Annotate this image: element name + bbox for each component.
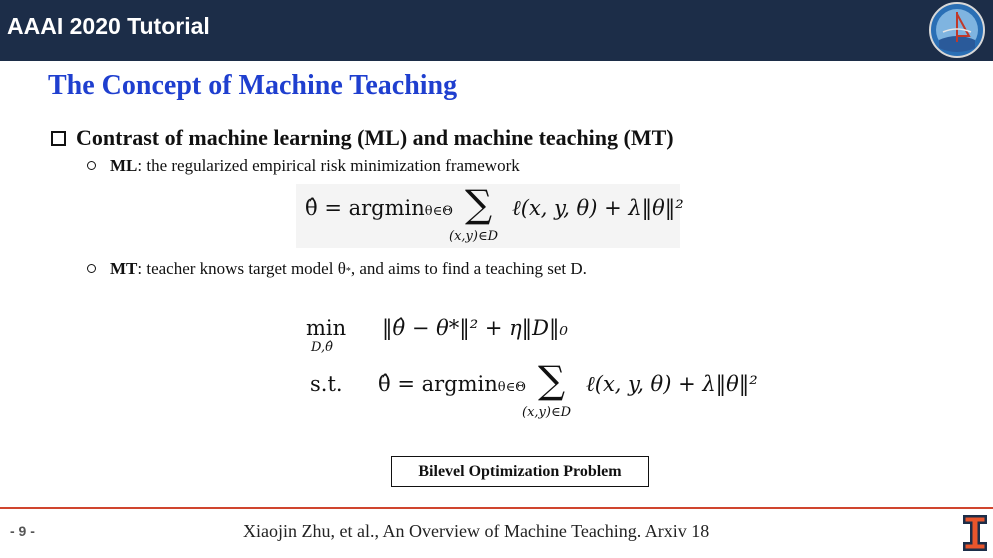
eq2-st: s.t. (310, 372, 343, 396)
eq2-objective: ‖θ̂ − θ*‖² + η‖D‖₀ (382, 316, 568, 340)
header-bar (0, 0, 993, 61)
eq1-sum-symbol: ∑ (465, 182, 493, 226)
bilevel-label-box: Bilevel Optimization Problem (391, 456, 649, 487)
bullet-text: : the regularized empirical risk minimization framework (137, 156, 520, 175)
bullet-term: MT (110, 259, 138, 278)
eq1-lhs: θ̂ = argminθ∈Θ (305, 196, 453, 220)
page-number: - 9 - (10, 523, 35, 539)
bullet-mt (87, 259, 587, 279)
bullet-text-after: , and aims to find a teaching set D. (350, 259, 587, 278)
bullet-ml (87, 156, 520, 176)
citation-text: Xiaojin Zhu, et al., An Overview of Machine Teaching. Arxiv 18 (243, 521, 710, 541)
eq1-rhs: ℓ(x, y, θ) + λ‖θ‖² (512, 196, 684, 220)
heading-text: Contrast of machine learning (ML) and machine teaching (MT) (76, 125, 674, 150)
eq1-sum-index: (x,y)∈D (449, 229, 498, 244)
section-heading (51, 125, 674, 151)
header-title: AAAI 2020 Tutorial (7, 13, 210, 39)
checkbox-bullet-icon (51, 131, 66, 146)
circle-bullet-icon (87, 264, 96, 273)
bullet-sup: * (345, 266, 351, 277)
eq2-lhs: θ̂ = argminθ∈Θ (378, 372, 526, 396)
conference-logo-icon (929, 2, 985, 58)
circle-bullet-icon (87, 161, 96, 170)
eq2-sum-index: (x,y)∈D (522, 405, 571, 420)
bullet-text: : teacher knows target model θ (137, 259, 346, 278)
eq2-sum-symbol: ∑ (538, 358, 566, 402)
footer-divider (0, 507, 993, 509)
eq2-rhs: ℓ(x, y, θ) + λ‖θ‖² (586, 372, 758, 396)
slide-title: The Concept of Machine Teaching (48, 70, 458, 101)
illinois-logo-icon (962, 514, 988, 552)
bullet-term: ML (110, 156, 138, 175)
eq2-min-sub: D,θ̂ (311, 340, 333, 355)
eq2-min: min (306, 316, 347, 340)
